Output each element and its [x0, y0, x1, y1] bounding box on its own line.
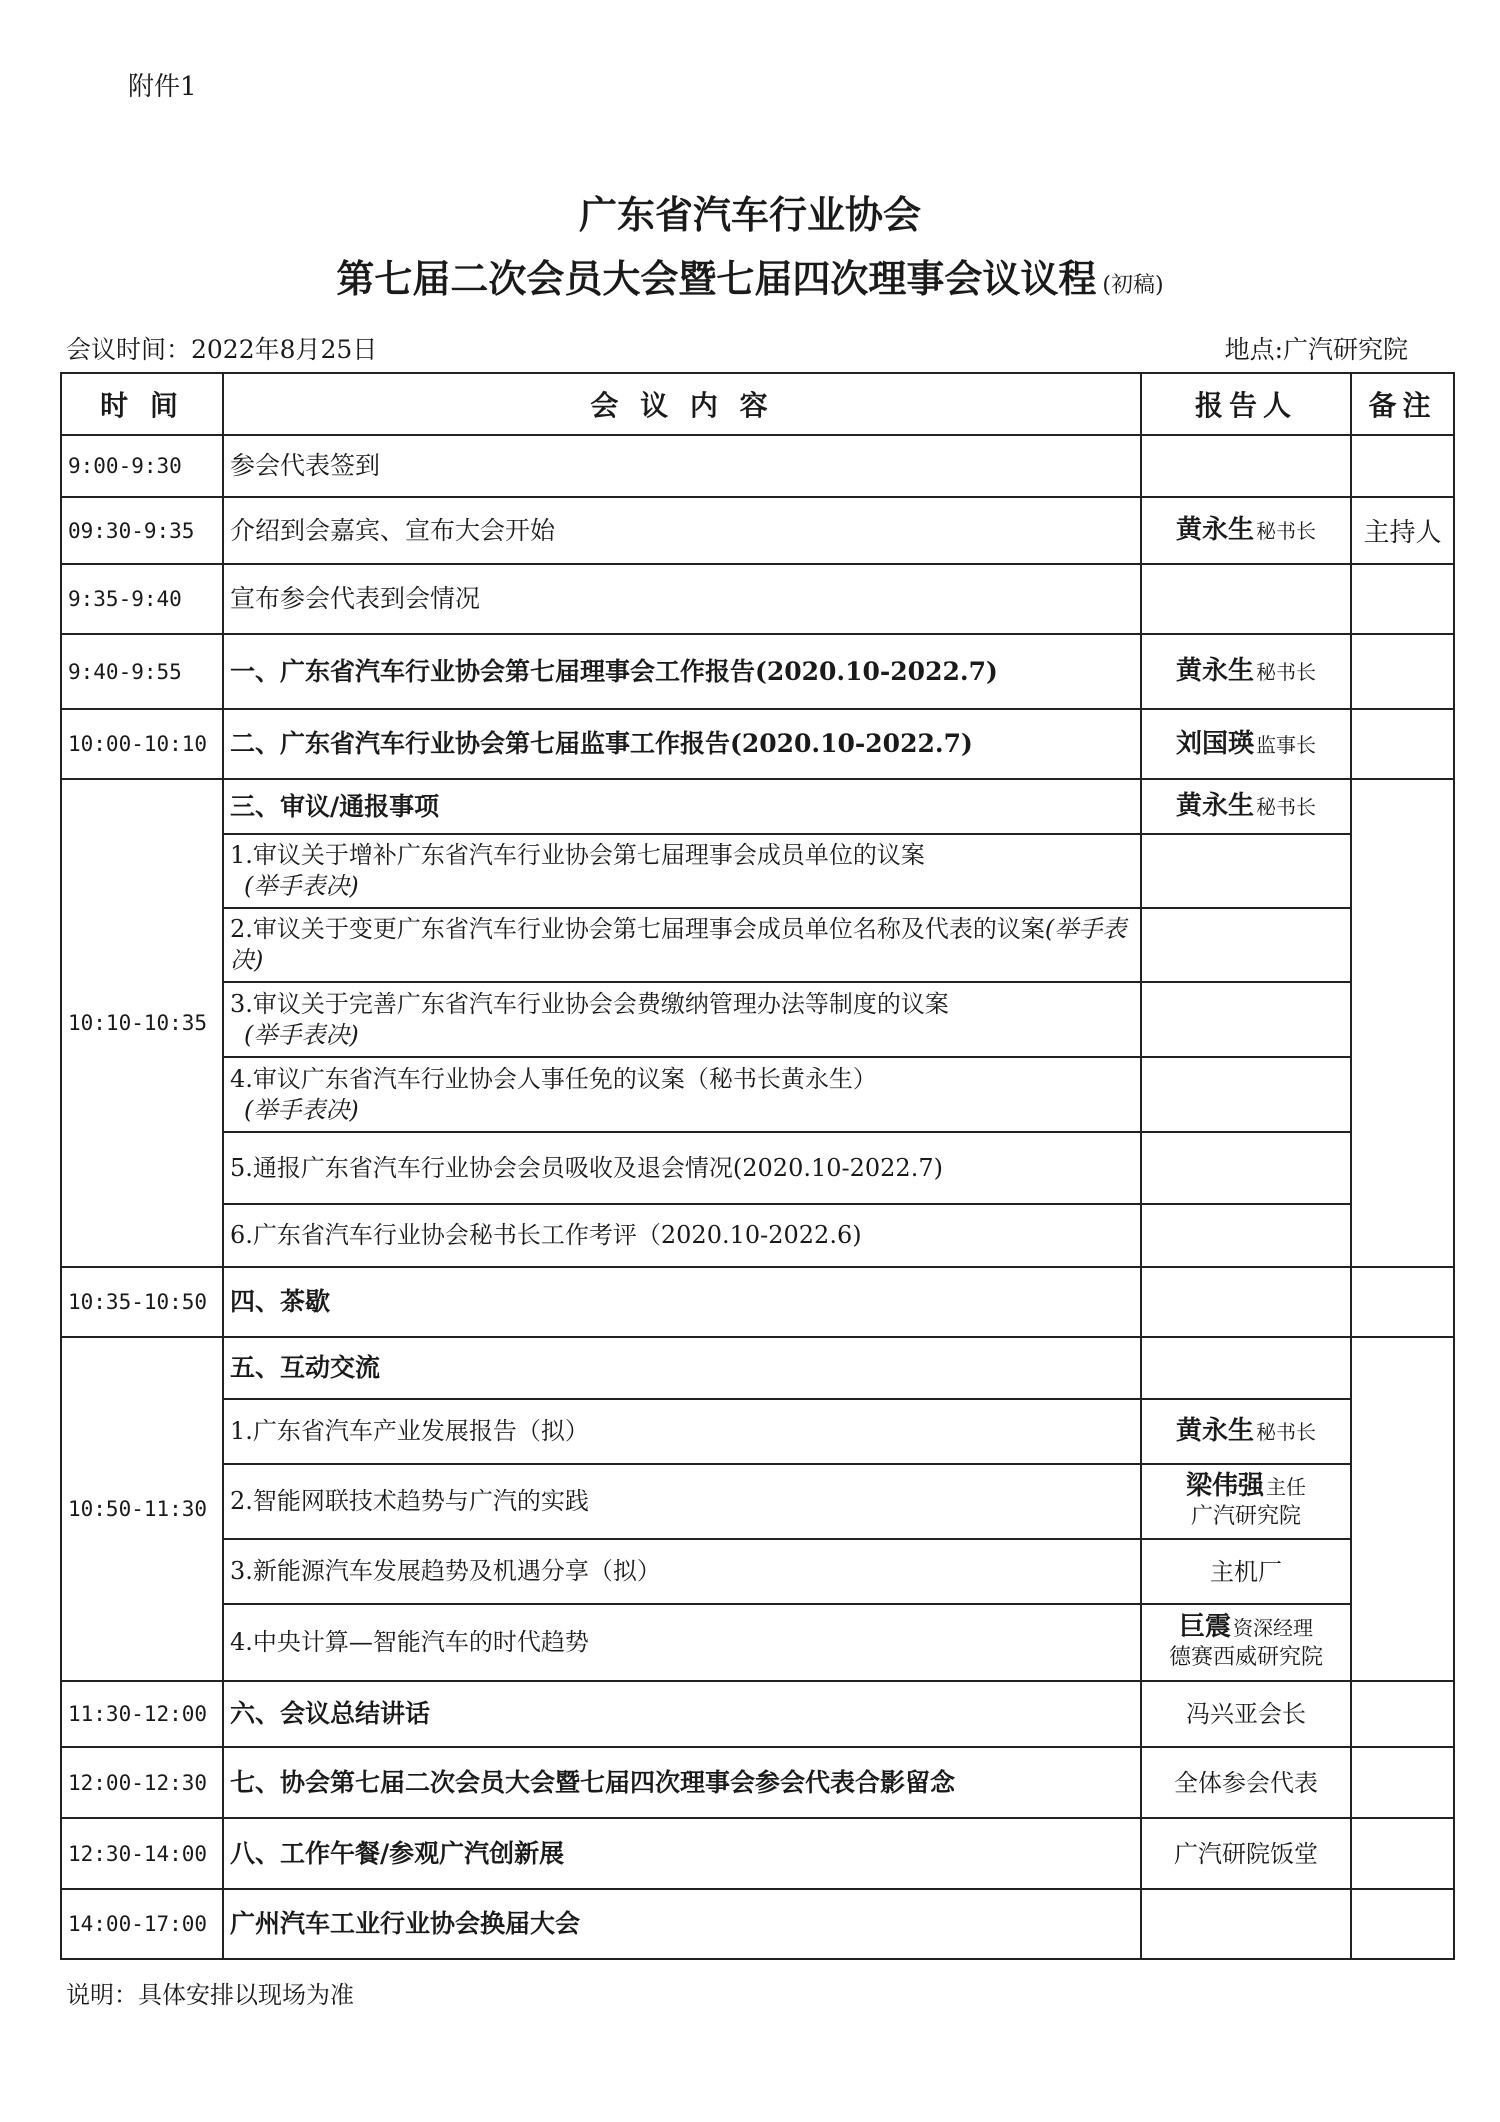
row-reporter	[1141, 982, 1351, 1057]
reporter-title: 秘书长	[1256, 795, 1316, 819]
row-content: 6.广东省汽车行业协会秘书长工作考评（2020.10-2022.6)	[223, 1204, 1141, 1267]
reporter-plain: 全体参会代表	[1174, 1768, 1318, 1797]
reporter-title: 主任	[1266, 1475, 1306, 1499]
row-content: 五、互动交流	[223, 1337, 1141, 1399]
row-reporter	[1141, 908, 1351, 982]
row-reporter	[1141, 1539, 1351, 1604]
row-reporter	[1141, 497, 1351, 564]
table-row	[61, 1057, 1454, 1132]
row-reporter	[1141, 1747, 1351, 1818]
table-row	[61, 1337, 1454, 1399]
header-time: 时 间	[61, 373, 223, 435]
reporter-plain: 广汽研院饭堂	[1174, 1839, 1318, 1868]
agenda-table	[60, 372, 1455, 1960]
row-reporter	[1141, 564, 1351, 634]
title-line-2: 第七届二次会员大会暨七届四次理事会议议程	[336, 256, 1097, 301]
vote-label: (举手表决)	[244, 872, 359, 900]
row-time: 9:35-9:40	[61, 564, 223, 634]
row-content: 5.通报广东省汽车行业协会会员吸收及退会情况(2020.10-2022.7)	[223, 1132, 1141, 1204]
table-row	[61, 1204, 1454, 1267]
row-note	[1351, 1267, 1454, 1337]
row-note	[1351, 709, 1454, 779]
row-reporter	[1141, 1464, 1351, 1539]
table-row	[61, 1604, 1454, 1681]
table-row	[61, 908, 1454, 982]
row-time: 10:00-10:10	[61, 709, 223, 779]
row-content: 2.智能网联技术趋势与广汽的实践	[223, 1464, 1141, 1539]
table-row	[61, 1464, 1454, 1539]
row-reporter	[1141, 1267, 1351, 1337]
reporter-name: 巨震	[1178, 1612, 1231, 1642]
header-content: 会 议 内 容	[223, 373, 1141, 435]
table-header-row	[61, 373, 1454, 435]
row-content	[223, 982, 1141, 1057]
row-time: 12:00-12:30	[61, 1747, 223, 1818]
reporter-title: 秘书长	[1256, 660, 1316, 684]
table-row	[61, 435, 1454, 497]
vote-label: (举手表决)	[230, 915, 1127, 974]
row-reporter	[1141, 435, 1351, 497]
table-row	[61, 497, 1454, 564]
row-reporter	[1141, 1204, 1351, 1267]
row-reporter	[1141, 779, 1351, 834]
row-reporter	[1141, 709, 1351, 779]
table-row	[61, 1399, 1454, 1464]
header-note: 备注	[1351, 373, 1454, 435]
document-title	[0, 184, 1500, 239]
vote-label: (举手表决)	[244, 1020, 359, 1049]
row-content: 四、茶歇	[223, 1267, 1141, 1337]
row-reporter	[1141, 1399, 1351, 1464]
reporter-org: 广汽研究院	[1190, 1504, 1301, 1529]
item-text: 1.审议关于增补广东省汽车行业协会第七届理事会成员单位的议案	[230, 841, 925, 869]
row-note: 主持人	[1351, 497, 1454, 564]
row-content: 参会代表签到	[223, 435, 1141, 497]
row-content	[223, 908, 1141, 982]
row-note	[1351, 1818, 1454, 1889]
row-reporter	[1141, 1337, 1351, 1399]
row-content: 一、广东省汽车行业协会第七届理事会工作报告(2020.10-2022.7)	[223, 634, 1141, 709]
row-note	[1351, 564, 1454, 634]
row-note	[1351, 1337, 1454, 1681]
reporter-plain: 冯兴亚会长	[1186, 1700, 1306, 1728]
document-subtitle	[0, 248, 1500, 303]
row-note	[1351, 1747, 1454, 1818]
row-note	[1351, 634, 1454, 709]
row-content	[223, 1057, 1141, 1132]
reporter-name: 黄永生	[1175, 515, 1254, 545]
table-row	[61, 834, 1454, 908]
table-row	[61, 1681, 1454, 1747]
item-text: 4.审议广东省汽车行业协会人事任免的议案（秘书长黄永生）	[230, 1064, 877, 1093]
reporter-name: 黄永生	[1175, 656, 1254, 686]
table-row	[61, 1747, 1454, 1818]
row-content: 二、广东省汽车行业协会第七届监事工作报告(2020.10-2022.7)	[223, 709, 1141, 779]
table-row	[61, 564, 1454, 634]
table-row	[61, 779, 1454, 834]
row-content: 六、会议总结讲话	[223, 1681, 1141, 1747]
table-row	[61, 982, 1454, 1057]
header-reporter: 报告人	[1141, 373, 1351, 435]
row-content: 三、审议/通报事项	[223, 779, 1141, 834]
row-content: 广州汽车工业行业协会换届大会	[223, 1889, 1141, 1959]
title-line-1: 广东省汽车行业协会	[578, 192, 921, 237]
reporter-org: 德赛西威研究院	[1168, 1645, 1323, 1670]
attachment-label: 附件1	[128, 72, 197, 102]
row-reporter	[1141, 1681, 1351, 1747]
row-content: 七、协会第七届二次会员大会暨七届四次理事会参会代表合影留念	[223, 1747, 1141, 1818]
table-row	[61, 1818, 1454, 1889]
meeting-time: 会议时间：2022年8月25日	[66, 335, 378, 364]
row-note	[1351, 1681, 1454, 1747]
reporter-name: 黄永生	[1175, 791, 1254, 821]
reporter-plain: 主机厂	[1210, 1557, 1282, 1586]
reporter-name: 梁伟强	[1185, 1471, 1264, 1501]
draft-label: (初稿)	[1102, 273, 1164, 298]
row-reporter	[1141, 1132, 1351, 1204]
row-time: 11:30-12:00	[61, 1681, 223, 1747]
row-content: 宣布参会代表到会情况	[223, 564, 1141, 634]
reporter-name: 黄永生	[1175, 1416, 1254, 1446]
table-row	[61, 1889, 1454, 1959]
row-time: 10:50-11:30	[61, 1337, 223, 1681]
row-content: 八、工作午餐/参观广汽创新展	[223, 1818, 1141, 1889]
reporter-title: 资深经理	[1233, 1616, 1313, 1640]
row-content: 1.广东省汽车产业发展报告（拟）	[223, 1399, 1141, 1464]
reporter-title: 监事长	[1256, 732, 1316, 757]
row-reporter	[1141, 1889, 1351, 1959]
reporter-title: 秘书长	[1256, 519, 1316, 543]
row-note	[1351, 435, 1454, 497]
row-reporter	[1141, 1057, 1351, 1132]
row-content: 介绍到会嘉宾、宣布大会开始	[223, 497, 1141, 564]
row-time: 10:35-10:50	[61, 1267, 223, 1337]
table-row	[61, 1539, 1454, 1604]
row-note	[1351, 1889, 1454, 1959]
table-row	[61, 709, 1454, 779]
reporter-title: 秘书长	[1256, 1420, 1316, 1444]
row-reporter	[1141, 834, 1351, 908]
row-time: 09:30-9:35	[61, 497, 223, 564]
row-content: 4.中央计算—智能汽车的时代趋势	[223, 1604, 1141, 1681]
row-time: 9:40-9:55	[61, 634, 223, 709]
row-time: 12:30-14:00	[61, 1818, 223, 1889]
reporter-name: 刘国瑛	[1175, 728, 1254, 759]
item-text: 2.审议关于变更广东省汽车行业协会第七届理事会成员单位名称及代表的议案	[230, 915, 1045, 943]
meeting-place: 地点:广汽研究院	[1224, 335, 1408, 364]
row-time: 10:10-10:35	[61, 779, 223, 1267]
row-note	[1351, 779, 1454, 1267]
row-time: 9:00-9:30	[61, 435, 223, 497]
row-time: 14:00-17:00	[61, 1889, 223, 1959]
vote-label: (举手表决)	[244, 1095, 359, 1124]
row-reporter	[1141, 1818, 1351, 1889]
item-text: 3.审议关于完善广东省汽车行业协会会费缴纳管理办法等制度的议案	[230, 989, 949, 1018]
table-row	[61, 634, 1454, 709]
table-row	[61, 1267, 1454, 1337]
footnote: 说明：具体安排以现场为准	[66, 1981, 354, 2009]
row-reporter	[1141, 634, 1351, 709]
row-content: 3.新能源汽车发展趋势及机遇分享（拟）	[223, 1539, 1141, 1604]
row-content	[223, 834, 1141, 908]
table-row	[61, 1132, 1454, 1204]
row-reporter	[1141, 1604, 1351, 1681]
